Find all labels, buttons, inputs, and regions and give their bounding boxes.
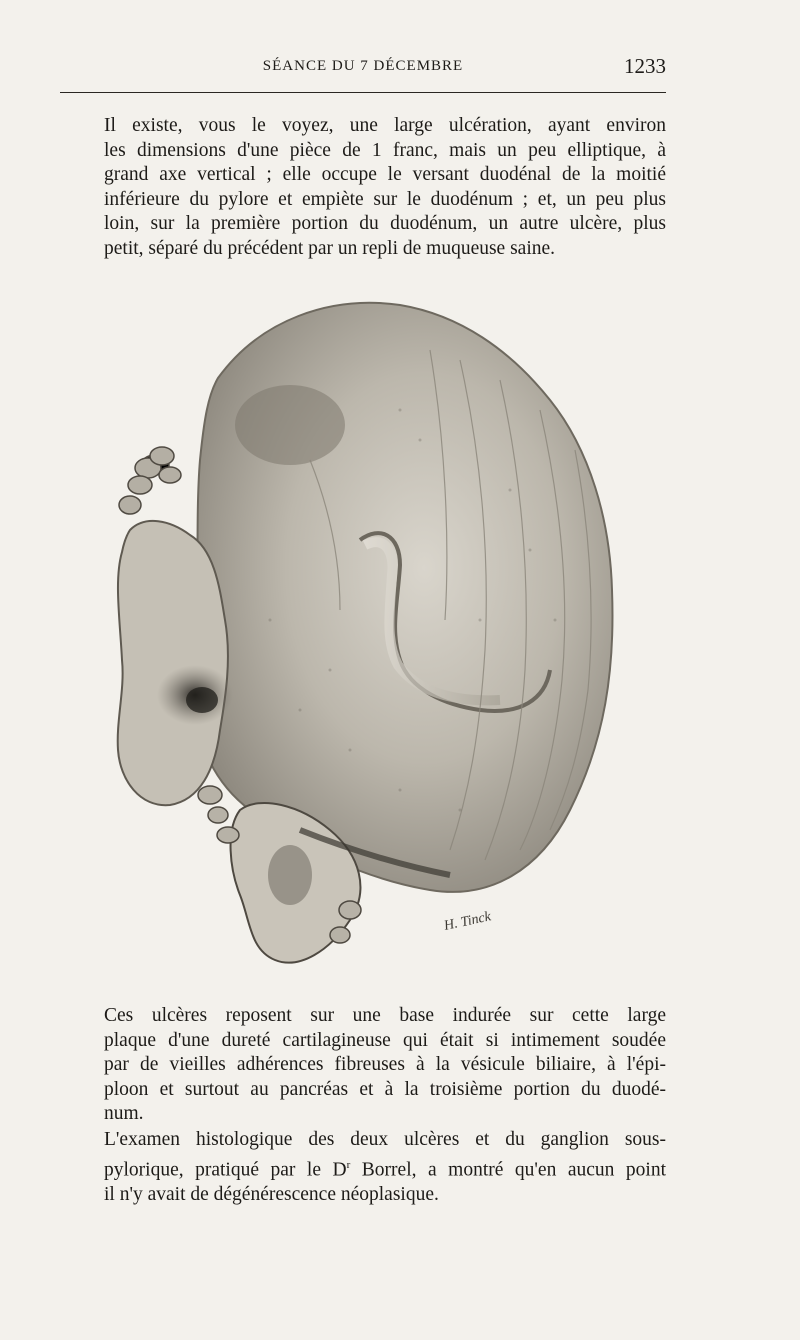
text-line: il n'y avait de dégénérescence néoplasique. <box>104 1183 439 1205</box>
text-line: petit, séparé du précédent par un repli de muqueuse saine. <box>104 237 556 259</box>
text-line: inférieure du pylore et empiète sur le duodénum ; et, un peu plus <box>104 188 666 210</box>
running-title: SÉANCE DU 7 DÉCEMBRE <box>262 58 464 74</box>
paragraph-histology <box>80 1128 666 1207</box>
text-fragment: pylorique, pratiqué par le D <box>104 1159 347 1180</box>
text-fragment: Borrel, a montré qu'en aucun point <box>350 1159 666 1180</box>
paragraph-ulceration <box>80 114 666 261</box>
text-line: loin, sur la première portion du duodénum, un autre ulcère, plus <box>104 213 666 234</box>
text-line: Il existe, vous le voyez, une large ulcération, ayant environ <box>104 115 666 136</box>
text-line <box>80 1153 666 1183</box>
text-line: par de vieilles adhérences fibreuses à la vésicule biliaire, à l'épi- <box>104 1054 666 1075</box>
text-line: num. <box>104 1103 144 1124</box>
artist-signature: H. Tinck <box>442 909 493 934</box>
stomach-specimen-drawing <box>100 290 640 990</box>
page-number: 1233 <box>624 54 666 78</box>
text-line: L'examen histologique des deux ulcères et du ganglion sous- <box>104 1129 666 1150</box>
anatomical-illustration <box>100 290 640 990</box>
text-line: les dimensions d'une pièce de 1 franc, mais un peu elliptique, à <box>104 139 666 161</box>
text-line: plaque d'une dureté cartilagineuse qui était si intimement soudée <box>104 1029 666 1051</box>
running-header <box>60 54 666 80</box>
superscript: r <box>346 1158 351 1171</box>
text-line: grand axe vertical ; elle occupe le versant duodénal de la moitié <box>104 164 666 185</box>
text-line: Ces ulcères reposent sur une base indurée sur cette large <box>104 1005 666 1026</box>
text-line: ploon et surtout au pancréas et à la troisième portion du duodé- <box>104 1078 666 1100</box>
header-rule <box>60 92 666 93</box>
paragraph-induration <box>80 1004 666 1127</box>
